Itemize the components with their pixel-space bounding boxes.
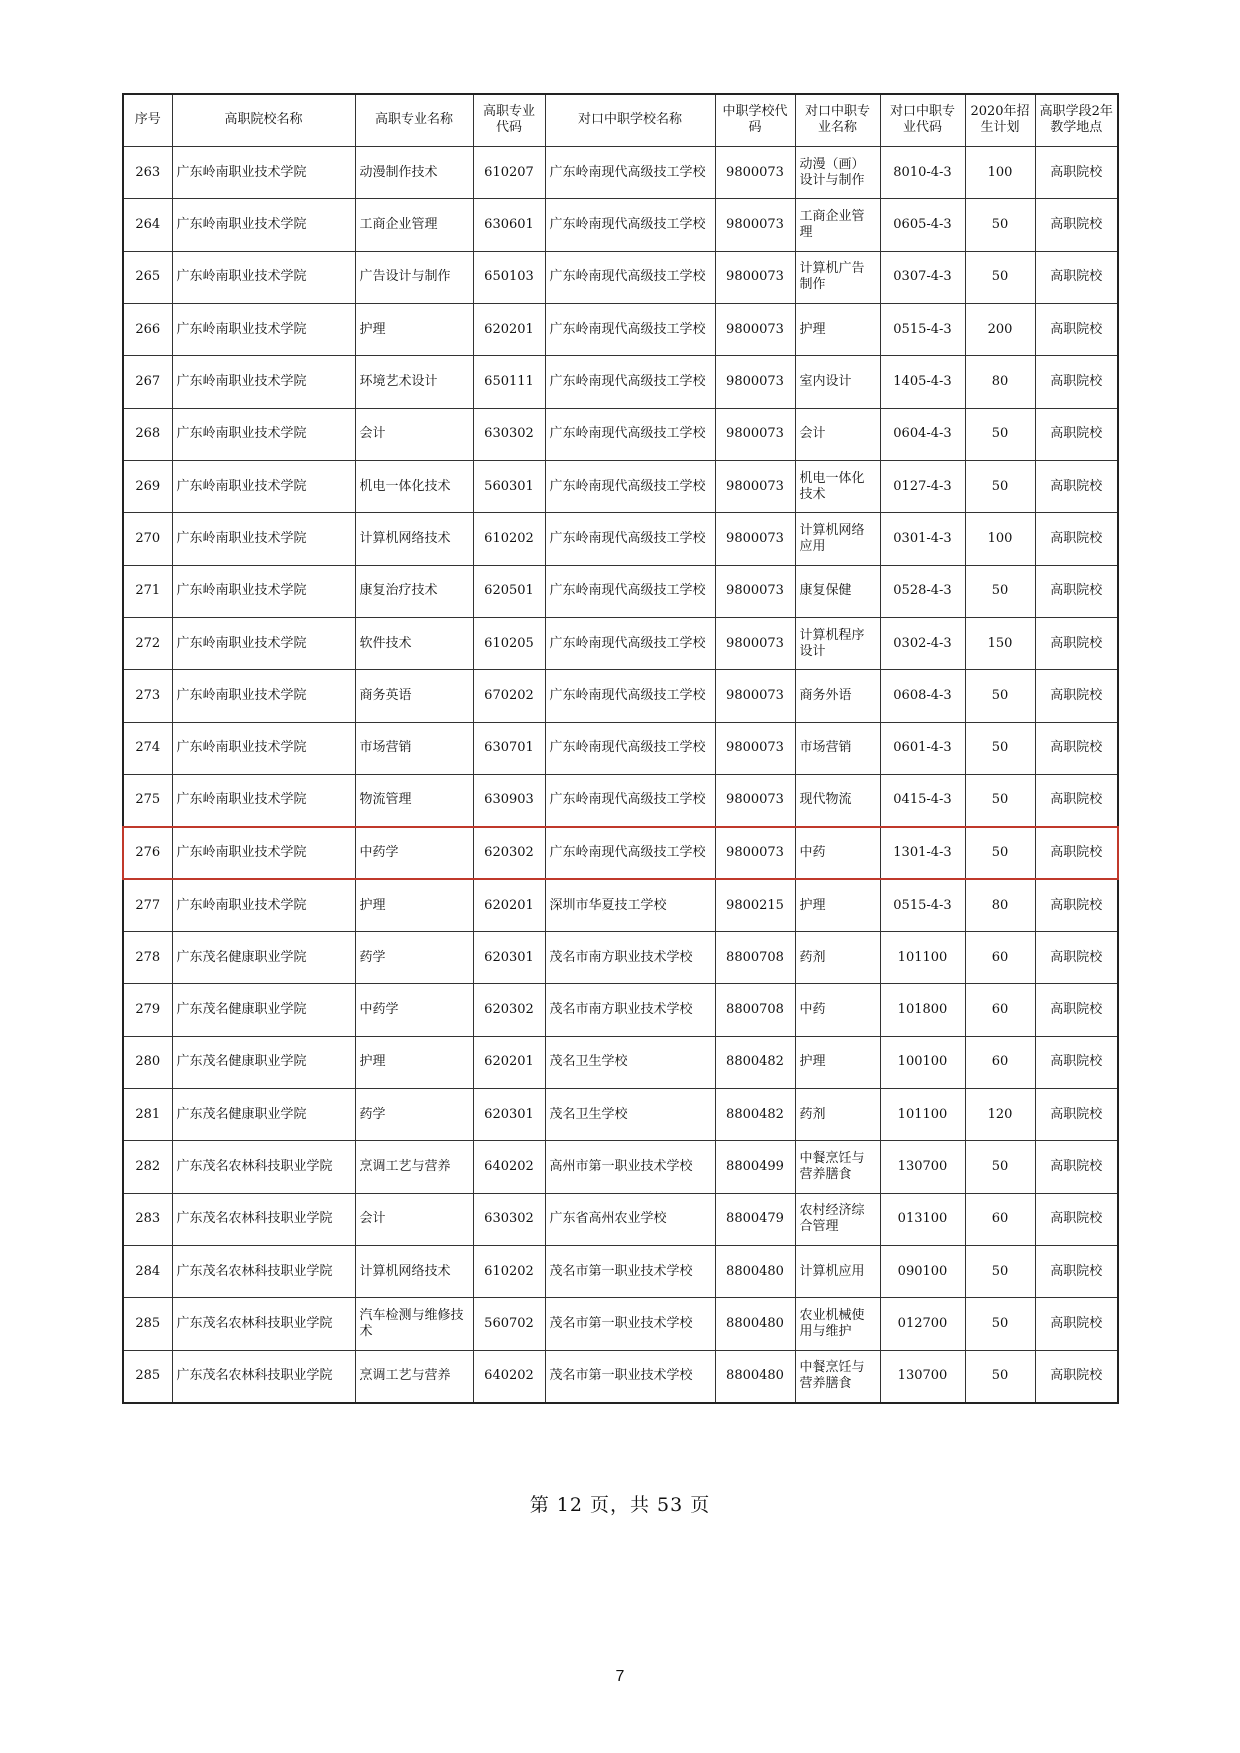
cell-secondary-major-code: 013100: [880, 1193, 965, 1245]
cell-secondary-major-code: 0608-4-3: [880, 670, 965, 722]
cell-secondary-school-code: 8800480: [715, 1350, 795, 1402]
cell-secondary-school-code: 8800480: [715, 1298, 795, 1350]
cell-teaching-location: 高职院校: [1035, 303, 1118, 355]
cell-secondary-major-code: 012700: [880, 1298, 965, 1350]
cell-major-code: 610205: [473, 617, 545, 669]
cell-college-name: 广东岭南职业技术学院: [172, 565, 355, 617]
cell-college-name: 广东岭南职业技术学院: [172, 408, 355, 460]
cell-secondary-major-name: 护理: [795, 303, 880, 355]
cell-secondary-school-code: 9800073: [715, 356, 795, 408]
cell-secondary-major-name: 计算机程序设计: [795, 617, 880, 669]
cell-secondary-school-name: 茂名卫生学校: [545, 1036, 715, 1088]
table-row: [123, 774, 1118, 826]
cell-secondary-school-code: 8800482: [715, 1036, 795, 1088]
header-enrollment-plan: 2020年招生计划: [965, 94, 1035, 146]
cell-major-code: 620501: [473, 565, 545, 617]
admission-table: [122, 93, 1119, 1404]
cell-secondary-school-code: 9800073: [715, 303, 795, 355]
cell-seq: 278: [123, 932, 172, 984]
cell-major-code: 640202: [473, 1141, 545, 1193]
cell-major-code: 610202: [473, 1246, 545, 1298]
cell-secondary-major-name: 农业机械使用与维护: [795, 1298, 880, 1350]
cell-enrollment-plan: 200: [965, 303, 1035, 355]
cell-major-name: 会计: [355, 1193, 473, 1245]
cell-teaching-location: 高职院校: [1035, 1141, 1118, 1193]
cell-enrollment-plan: 50: [965, 460, 1035, 512]
cell-secondary-school-code: 8800479: [715, 1193, 795, 1245]
cell-secondary-school-name: 茂名市南方职业技术学校: [545, 932, 715, 984]
table-body: [123, 146, 1118, 1402]
cell-major-name: 护理: [355, 303, 473, 355]
cell-college-name: 广东岭南职业技术学院: [172, 146, 355, 198]
cell-secondary-major-code: 1405-4-3: [880, 356, 965, 408]
table-row: [123, 565, 1118, 617]
cell-major-name: 药学: [355, 1089, 473, 1141]
cell-seq: 265: [123, 251, 172, 303]
cell-seq: 285: [123, 1350, 172, 1402]
cell-secondary-major-name: 计算机网络应用: [795, 513, 880, 565]
cell-seq: 267: [123, 356, 172, 408]
cell-secondary-school-name: 广东岭南现代高级技工学校: [545, 356, 715, 408]
cell-secondary-school-code: 9800073: [715, 722, 795, 774]
cell-college-name: 广东茂名健康职业学院: [172, 1036, 355, 1088]
cell-secondary-major-code: 1301-4-3: [880, 827, 965, 879]
cell-major-code: 640202: [473, 1350, 545, 1402]
cell-seq: 270: [123, 513, 172, 565]
header-seq: 序号: [123, 94, 172, 146]
cell-enrollment-plan: 60: [965, 1193, 1035, 1245]
cell-enrollment-plan: 50: [965, 670, 1035, 722]
cell-secondary-school-name: 茂名市第一职业技术学校: [545, 1350, 715, 1402]
cell-enrollment-plan: 50: [965, 827, 1035, 879]
cell-secondary-school-code: 9800073: [715, 199, 795, 251]
cell-major-code: 620301: [473, 932, 545, 984]
cell-secondary-school-code: 8800708: [715, 932, 795, 984]
cell-college-name: 广东岭南职业技术学院: [172, 827, 355, 879]
cell-major-code: 630302: [473, 408, 545, 460]
table-row: [123, 617, 1118, 669]
cell-college-name: 广东茂名健康职业学院: [172, 1089, 355, 1141]
cell-teaching-location: 高职院校: [1035, 251, 1118, 303]
cell-secondary-major-code: 090100: [880, 1246, 965, 1298]
cell-secondary-major-name: 机电一体化技术: [795, 460, 880, 512]
admission-table-container: [122, 93, 1117, 1404]
cell-secondary-major-name: 中药: [795, 984, 880, 1036]
cell-major-name: 会计: [355, 408, 473, 460]
page-info: 第 12 页，共 53 页: [529, 1494, 711, 1516]
cell-seq: 282: [123, 1141, 172, 1193]
cell-major-name: 市场营销: [355, 722, 473, 774]
table-row: [123, 513, 1118, 565]
table-row: [123, 1298, 1118, 1350]
cell-college-name: 广东岭南职业技术学院: [172, 460, 355, 512]
header-secondary-school-name: 对口中职学校名称: [545, 94, 715, 146]
cell-major-name: 环境艺术设计: [355, 356, 473, 408]
cell-major-code: 560301: [473, 460, 545, 512]
table-row: [123, 146, 1118, 198]
cell-major-name: 计算机网络技术: [355, 1246, 473, 1298]
cell-secondary-major-code: 0605-4-3: [880, 199, 965, 251]
cell-secondary-school-code: 8800480: [715, 1246, 795, 1298]
cell-seq: 266: [123, 303, 172, 355]
cell-secondary-major-code: 101800: [880, 984, 965, 1036]
cell-secondary-school-name: 深圳市华夏技工学校: [545, 879, 715, 931]
cell-enrollment-plan: 50: [965, 251, 1035, 303]
header-major-name: 高职专业名称: [355, 94, 473, 146]
cell-college-name: 广东岭南职业技术学院: [172, 356, 355, 408]
cell-seq: 279: [123, 984, 172, 1036]
cell-secondary-major-name: 现代物流: [795, 774, 880, 826]
cell-seq: 272: [123, 617, 172, 669]
cell-enrollment-plan: 60: [965, 932, 1035, 984]
cell-teaching-location: 高职院校: [1035, 565, 1118, 617]
header-secondary-major-code: 对口中职专业代码: [880, 94, 965, 146]
cell-major-name: 中药学: [355, 827, 473, 879]
cell-secondary-school-name: 广东岭南现代高级技工学校: [545, 722, 715, 774]
cell-enrollment-plan: 50: [965, 1246, 1035, 1298]
cell-seq: 280: [123, 1036, 172, 1088]
cell-secondary-major-name: 会计: [795, 408, 880, 460]
cell-major-code: 630903: [473, 774, 545, 826]
cell-teaching-location: 高职院校: [1035, 827, 1118, 879]
cell-secondary-school-code: 8800708: [715, 984, 795, 1036]
cell-secondary-major-code: 130700: [880, 1350, 965, 1402]
cell-secondary-school-code: 9800073: [715, 408, 795, 460]
cell-secondary-school-code: 9800073: [715, 460, 795, 512]
table-row: [123, 1036, 1118, 1088]
cell-secondary-major-name: 护理: [795, 1036, 880, 1088]
cell-teaching-location: 高职院校: [1035, 1036, 1118, 1088]
table-row: [123, 460, 1118, 512]
cell-secondary-school-name: 广东岭南现代高级技工学校: [545, 774, 715, 826]
cell-secondary-major-code: 0307-4-3: [880, 251, 965, 303]
cell-secondary-major-code: 0515-4-3: [880, 303, 965, 355]
cell-major-name: 计算机网络技术: [355, 513, 473, 565]
cell-college-name: 广东茂名农林科技职业学院: [172, 1298, 355, 1350]
cell-college-name: 广东岭南职业技术学院: [172, 722, 355, 774]
cell-secondary-school-name: 广东岭南现代高级技工学校: [545, 303, 715, 355]
header-row: [123, 94, 1118, 146]
cell-teaching-location: 高职院校: [1035, 1193, 1118, 1245]
cell-enrollment-plan: 100: [965, 146, 1035, 198]
cell-major-code: 560702: [473, 1298, 545, 1350]
cell-major-name: 动漫制作技术: [355, 146, 473, 198]
cell-secondary-major-name: 商务外语: [795, 670, 880, 722]
table-row: [123, 932, 1118, 984]
cell-secondary-school-name: 广东省高州农业学校: [545, 1193, 715, 1245]
cell-seq: 277: [123, 879, 172, 931]
cell-major-name: 机电一体化技术: [355, 460, 473, 512]
cell-major-code: 620201: [473, 879, 545, 931]
cell-major-name: 康复治疗技术: [355, 565, 473, 617]
cell-college-name: 广东茂名健康职业学院: [172, 984, 355, 1036]
cell-major-code: 620201: [473, 1036, 545, 1088]
table-row: [123, 356, 1118, 408]
cell-college-name: 广东茂名农林科技职业学院: [172, 1246, 355, 1298]
cell-secondary-school-code: 9800215: [715, 879, 795, 931]
cell-enrollment-plan: 60: [965, 984, 1035, 1036]
cell-college-name: 广东岭南职业技术学院: [172, 513, 355, 565]
cell-secondary-major-name: 药剂: [795, 1089, 880, 1141]
header-college-name: 高职院校名称: [172, 94, 355, 146]
cell-teaching-location: 高职院校: [1035, 932, 1118, 984]
cell-seq: 281: [123, 1089, 172, 1141]
cell-secondary-major-code: 8010-4-3: [880, 146, 965, 198]
cell-college-name: 广东岭南职业技术学院: [172, 199, 355, 251]
cell-secondary-major-name: 工商企业管理: [795, 199, 880, 251]
cell-enrollment-plan: 50: [965, 1141, 1035, 1193]
cell-secondary-school-name: 广东岭南现代高级技工学校: [545, 670, 715, 722]
cell-secondary-school-name: 广东岭南现代高级技工学校: [545, 827, 715, 879]
cell-teaching-location: 高职院校: [1035, 1089, 1118, 1141]
cell-secondary-major-name: 康复保健: [795, 565, 880, 617]
cell-teaching-location: 高职院校: [1035, 146, 1118, 198]
cell-enrollment-plan: 150: [965, 617, 1035, 669]
cell-secondary-major-code: 0301-4-3: [880, 513, 965, 565]
cell-major-name: 护理: [355, 1036, 473, 1088]
cell-secondary-school-code: 9800073: [715, 146, 795, 198]
cell-major-code: 620201: [473, 303, 545, 355]
cell-teaching-location: 高职院校: [1035, 1246, 1118, 1298]
cell-secondary-school-code: 9800073: [715, 251, 795, 303]
cell-college-name: 广东岭南职业技术学院: [172, 670, 355, 722]
cell-seq: 275: [123, 774, 172, 826]
table-row: [123, 251, 1118, 303]
cell-enrollment-plan: 50: [965, 199, 1035, 251]
cell-secondary-school-name: 高州市第一职业技术学校: [545, 1141, 715, 1193]
page-number: 7: [615, 1668, 625, 1685]
cell-enrollment-plan: 50: [965, 565, 1035, 617]
cell-teaching-location: 高职院校: [1035, 199, 1118, 251]
cell-secondary-major-name: 中药: [795, 827, 880, 879]
cell-major-name: 护理: [355, 879, 473, 931]
cell-teaching-location: 高职院校: [1035, 1298, 1118, 1350]
cell-enrollment-plan: 80: [965, 879, 1035, 931]
table-row: [123, 879, 1118, 931]
cell-teaching-location: 高职院校: [1035, 1350, 1118, 1402]
table-row: [123, 1246, 1118, 1298]
table-row: [123, 408, 1118, 460]
cell-secondary-major-name: 中餐烹饪与营养膳食: [795, 1141, 880, 1193]
cell-secondary-major-code: 0415-4-3: [880, 774, 965, 826]
cell-major-name: 工商企业管理: [355, 199, 473, 251]
cell-secondary-school-name: 广东岭南现代高级技工学校: [545, 408, 715, 460]
cell-teaching-location: 高职院校: [1035, 408, 1118, 460]
header-secondary-school-code: 中职学校代码: [715, 94, 795, 146]
cell-teaching-location: 高职院校: [1035, 617, 1118, 669]
cell-secondary-school-code: 9800073: [715, 617, 795, 669]
cell-teaching-location: 高职院校: [1035, 984, 1118, 1036]
cell-enrollment-plan: 120: [965, 1089, 1035, 1141]
cell-enrollment-plan: 100: [965, 513, 1035, 565]
cell-enrollment-plan: 50: [965, 1350, 1035, 1402]
table-row: [123, 670, 1118, 722]
cell-teaching-location: 高职院校: [1035, 670, 1118, 722]
cell-major-code: 610207: [473, 146, 545, 198]
cell-secondary-major-code: 0604-4-3: [880, 408, 965, 460]
cell-secondary-major-name: 农村经济综合管理: [795, 1193, 880, 1245]
cell-secondary-major-code: 0515-4-3: [880, 879, 965, 931]
cell-major-code: 630701: [473, 722, 545, 774]
cell-secondary-major-code: 0601-4-3: [880, 722, 965, 774]
cell-major-code: 620302: [473, 827, 545, 879]
cell-secondary-school-name: 茂名市第一职业技术学校: [545, 1246, 715, 1298]
cell-secondary-major-code: 101100: [880, 932, 965, 984]
cell-secondary-school-code: 8800499: [715, 1141, 795, 1193]
cell-major-code: 630302: [473, 1193, 545, 1245]
cell-major-code: 650111: [473, 356, 545, 408]
header-secondary-major-name: 对口中职专业名称: [795, 94, 880, 146]
cell-secondary-school-name: 茂名市南方职业技术学校: [545, 984, 715, 1036]
cell-college-name: 广东岭南职业技术学院: [172, 251, 355, 303]
table-row: [123, 1350, 1118, 1402]
cell-college-name: 广东茂名农林科技职业学院: [172, 1193, 355, 1245]
cell-enrollment-plan: 50: [965, 722, 1035, 774]
cell-secondary-school-code: 9800073: [715, 513, 795, 565]
cell-secondary-major-name: 药剂: [795, 932, 880, 984]
cell-secondary-major-code: 0127-4-3: [880, 460, 965, 512]
cell-secondary-major-code: 0528-4-3: [880, 565, 965, 617]
cell-college-name: 广东岭南职业技术学院: [172, 617, 355, 669]
cell-secondary-school-name: 广东岭南现代高级技工学校: [545, 513, 715, 565]
cell-seq: 273: [123, 670, 172, 722]
cell-seq: 276: [123, 827, 172, 879]
cell-seq: 285: [123, 1298, 172, 1350]
cell-enrollment-plan: 80: [965, 356, 1035, 408]
cell-secondary-school-code: 9800073: [715, 827, 795, 879]
cell-seq: 264: [123, 199, 172, 251]
cell-enrollment-plan: 60: [965, 1036, 1035, 1088]
cell-college-name: 广东茂名农林科技职业学院: [172, 1350, 355, 1402]
cell-secondary-school-name: 广东岭南现代高级技工学校: [545, 565, 715, 617]
cell-secondary-school-code: 9800073: [715, 774, 795, 826]
cell-teaching-location: 高职院校: [1035, 356, 1118, 408]
cell-teaching-location: 高职院校: [1035, 460, 1118, 512]
cell-secondary-major-name: 护理: [795, 879, 880, 931]
table-row: [123, 199, 1118, 251]
cell-secondary-school-code: 9800073: [715, 565, 795, 617]
cell-seq: 268: [123, 408, 172, 460]
cell-secondary-school-name: 广东岭南现代高级技工学校: [545, 617, 715, 669]
cell-secondary-major-code: 0302-4-3: [880, 617, 965, 669]
cell-major-code: 630601: [473, 199, 545, 251]
cell-major-name: 中药学: [355, 984, 473, 1036]
cell-major-name: 物流管理: [355, 774, 473, 826]
cell-secondary-major-name: 室内设计: [795, 356, 880, 408]
cell-secondary-school-name: 广东岭南现代高级技工学校: [545, 460, 715, 512]
cell-secondary-major-name: 中餐烹饪与营养膳食: [795, 1350, 880, 1402]
cell-college-name: 广东岭南职业技术学院: [172, 303, 355, 355]
cell-secondary-school-name: 广东岭南现代高级技工学校: [545, 199, 715, 251]
cell-enrollment-plan: 50: [965, 408, 1035, 460]
table-row: [123, 984, 1118, 1036]
cell-major-name: 软件技术: [355, 617, 473, 669]
cell-teaching-location: 高职院校: [1035, 513, 1118, 565]
cell-secondary-major-name: 计算机应用: [795, 1246, 880, 1298]
cell-major-code: 620301: [473, 1089, 545, 1141]
cell-major-code: 670202: [473, 670, 545, 722]
cell-seq: 269: [123, 460, 172, 512]
table-row: [123, 1141, 1118, 1193]
cell-major-name: 广告设计与制作: [355, 251, 473, 303]
cell-secondary-major-code: 100100: [880, 1036, 965, 1088]
cell-major-name: 烹调工艺与营养: [355, 1350, 473, 1402]
header-teaching-location: 高职学段2年教学地点: [1035, 94, 1118, 146]
cell-secondary-major-name: 计算机广告制作: [795, 251, 880, 303]
cell-seq: 284: [123, 1246, 172, 1298]
cell-major-name: 烹调工艺与营养: [355, 1141, 473, 1193]
cell-major-name: 商务英语: [355, 670, 473, 722]
cell-secondary-school-name: 茂名卫生学校: [545, 1089, 715, 1141]
cell-major-code: 610202: [473, 513, 545, 565]
cell-secondary-school-code: 8800482: [715, 1089, 795, 1141]
table-row-highlighted: [123, 827, 1118, 879]
table-row: [123, 1089, 1118, 1141]
cell-teaching-location: 高职院校: [1035, 879, 1118, 931]
cell-college-name: 广东茂名农林科技职业学院: [172, 1141, 355, 1193]
cell-major-name: 药学: [355, 932, 473, 984]
cell-major-code: 620302: [473, 984, 545, 1036]
table-row: [123, 1193, 1118, 1245]
cell-enrollment-plan: 50: [965, 774, 1035, 826]
header-major-code: 高职专业代码: [473, 94, 545, 146]
cell-seq: 274: [123, 722, 172, 774]
cell-secondary-school-code: 9800073: [715, 670, 795, 722]
cell-college-name: 广东岭南职业技术学院: [172, 879, 355, 931]
cell-secondary-major-name: 动漫（画）设计与制作: [795, 146, 880, 198]
cell-enrollment-plan: 50: [965, 1298, 1035, 1350]
cell-teaching-location: 高职院校: [1035, 722, 1118, 774]
cell-secondary-major-code: 130700: [880, 1141, 965, 1193]
table-row: [123, 722, 1118, 774]
cell-major-code: 650103: [473, 251, 545, 303]
cell-college-name: 广东岭南职业技术学院: [172, 774, 355, 826]
cell-seq: 263: [123, 146, 172, 198]
cell-secondary-major-name: 市场营销: [795, 722, 880, 774]
cell-secondary-major-code: 101100: [880, 1089, 965, 1141]
cell-seq: 283: [123, 1193, 172, 1245]
cell-seq: 271: [123, 565, 172, 617]
cell-secondary-school-name: 广东岭南现代高级技工学校: [545, 251, 715, 303]
cell-major-name: 汽车检测与维修技术: [355, 1298, 473, 1350]
cell-college-name: 广东茂名健康职业学院: [172, 932, 355, 984]
cell-secondary-school-name: 广东岭南现代高级技工学校: [545, 146, 715, 198]
cell-secondary-school-name: 茂名市第一职业技术学校: [545, 1298, 715, 1350]
table-row: [123, 303, 1118, 355]
cell-teaching-location: 高职院校: [1035, 774, 1118, 826]
